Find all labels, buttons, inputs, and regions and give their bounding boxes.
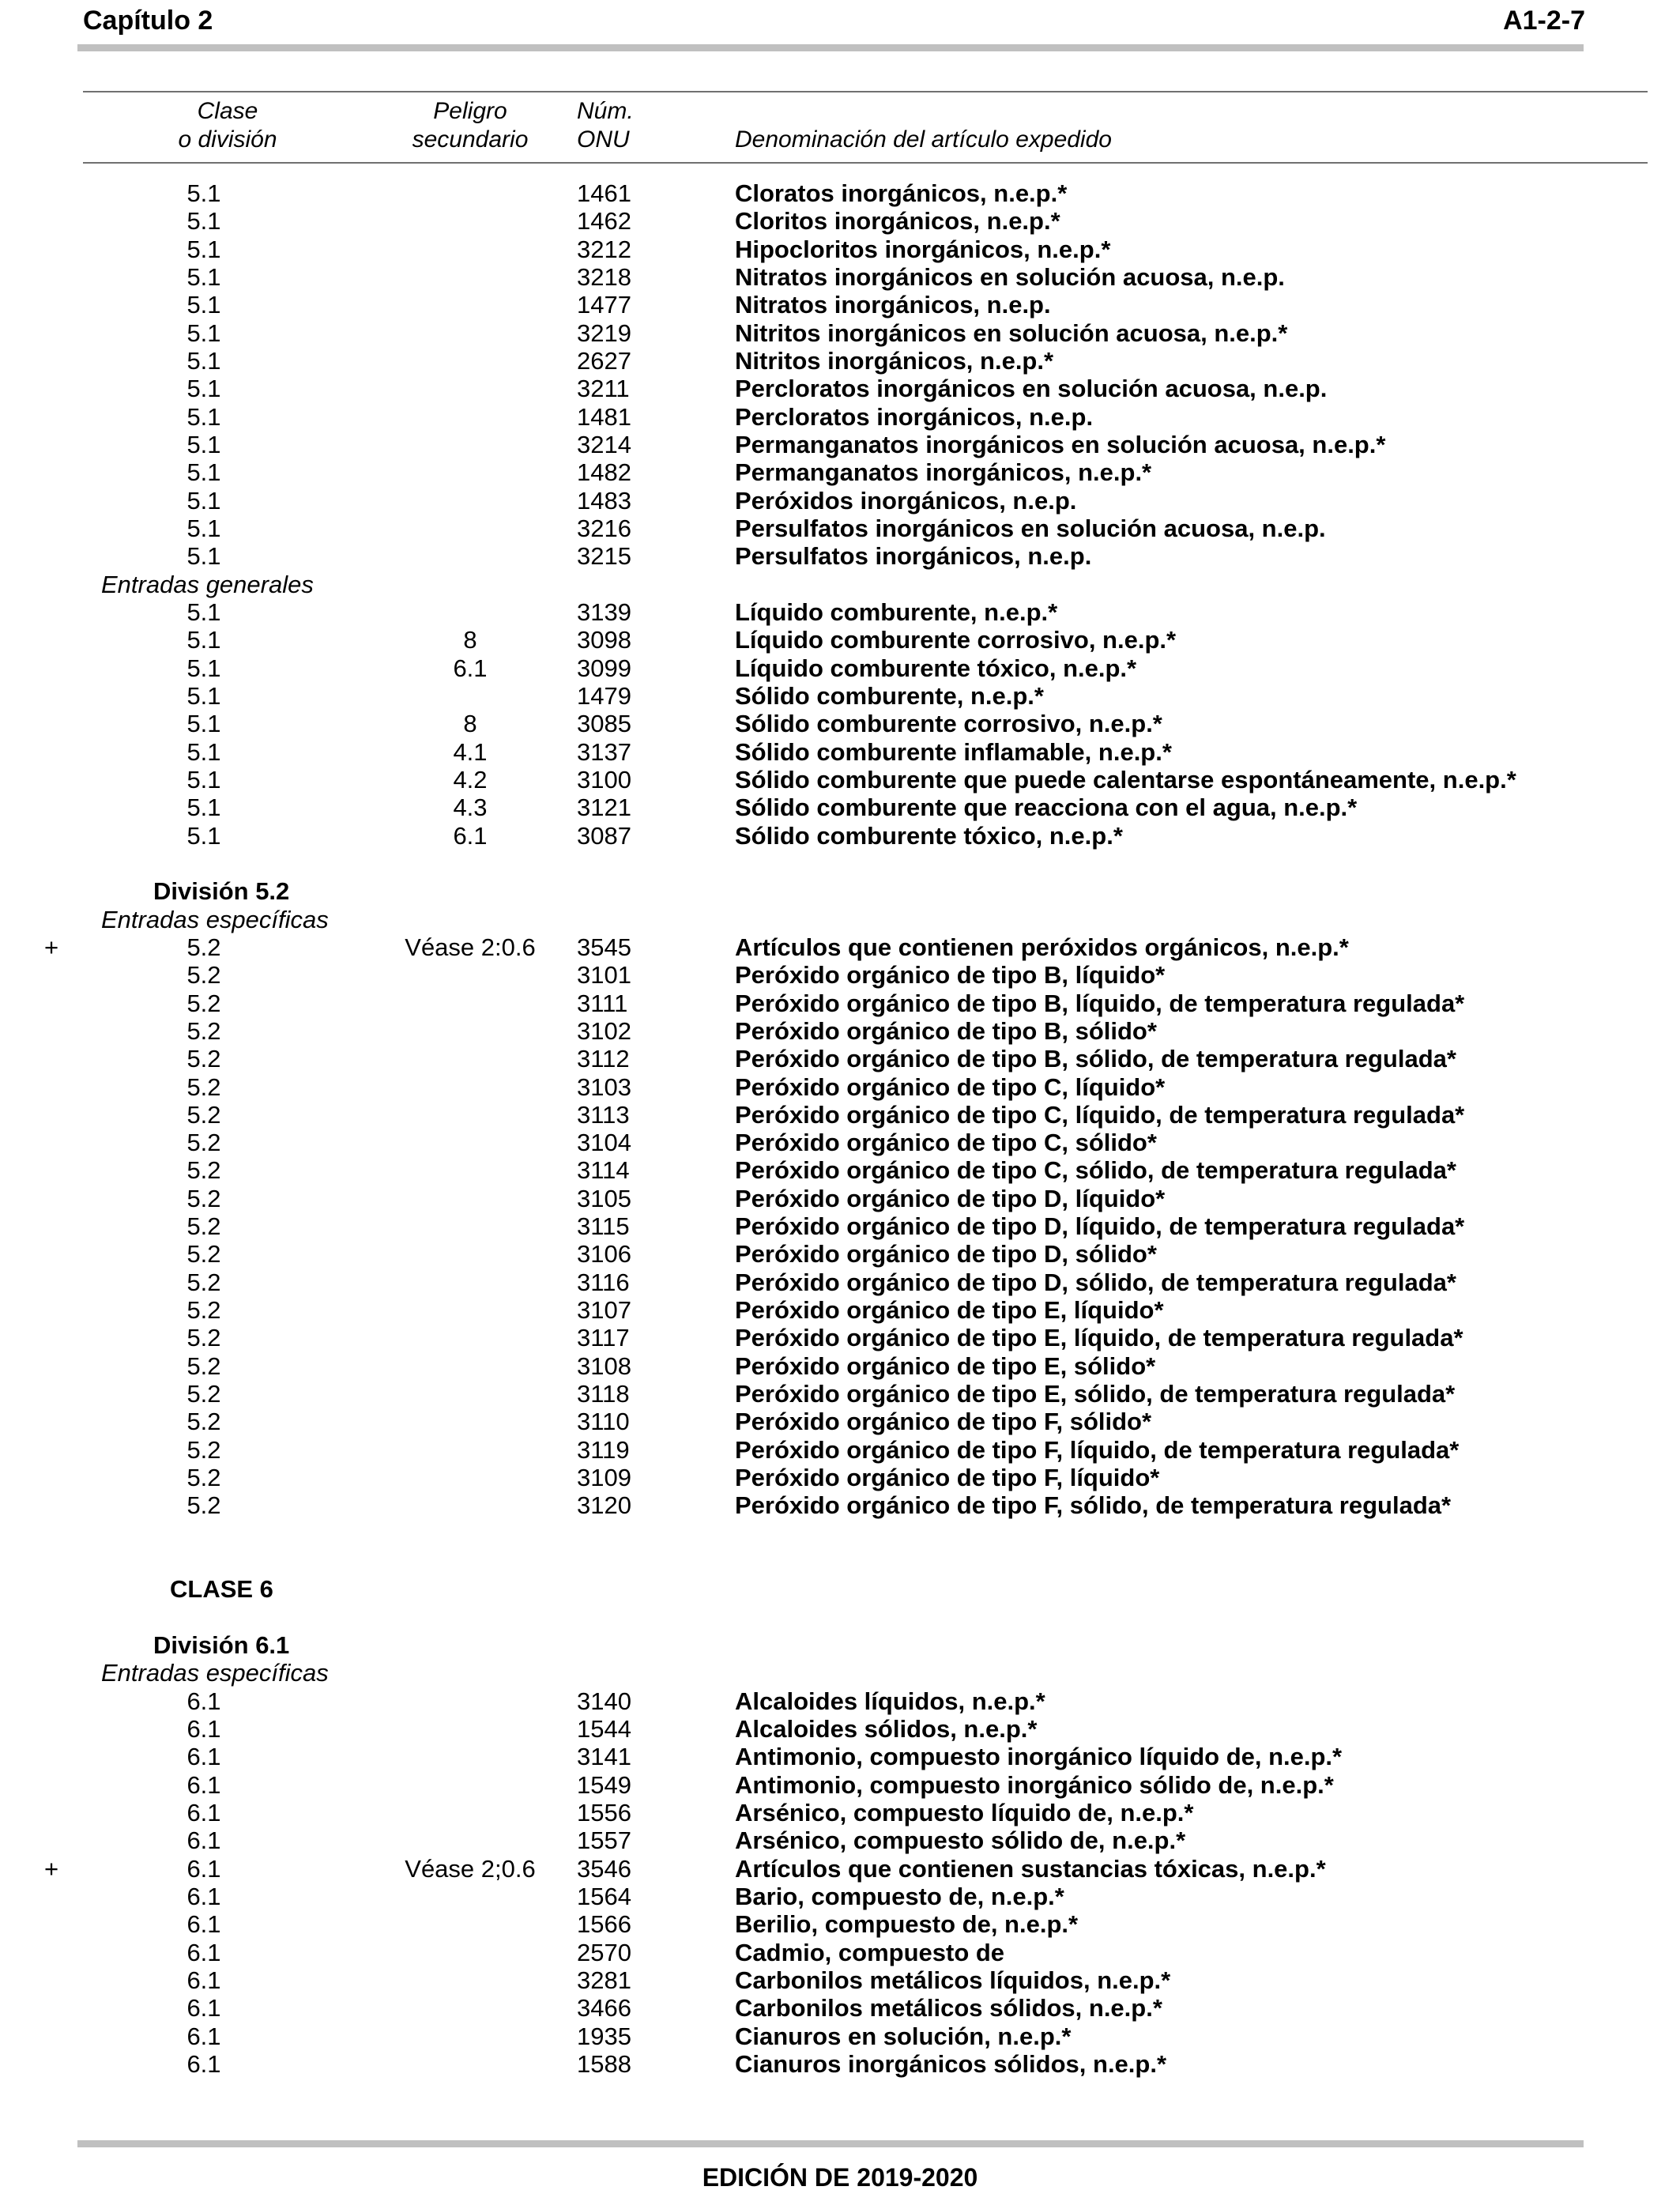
section-heading: Entradas generales <box>101 570 314 598</box>
class-cell: 5.2 <box>186 1296 221 1325</box>
table-row <box>0 1855 1680 1883</box>
shipping-name-cell: Peróxido orgánico de tipo B, líquido* <box>735 961 1166 990</box>
shipping-name-cell: Berilio, compuesto de, n.e.p.* <box>735 1910 1079 1939</box>
shipping-name-cell: Peróxido orgánico de tipo D, sólido, de temperatura regulada* <box>735 1268 1456 1296</box>
un-number-cell: 1477 <box>577 291 631 319</box>
un-number-cell: 1479 <box>577 681 631 710</box>
table-row <box>0 961 1680 989</box>
shipping-name-cell: Artículos que contienen peróxidos orgánicos, n.e.p.* <box>735 933 1349 961</box>
shipping-name-cell: Permanganatos inorgánicos, n.e.p.* <box>735 458 1152 487</box>
un-number-cell: 3219 <box>577 319 631 347</box>
shipping-name-cell: Líquido comburente tóxico, n.e.p.* <box>735 654 1137 682</box>
class-cell: 5.1 <box>186 710 221 738</box>
secondary-risk-cell: 6.1 <box>453 821 488 850</box>
table-row <box>0 710 1680 737</box>
shipping-name-cell: Arsénico, compuesto sólido de, n.e.p.* <box>735 1826 1186 1855</box>
secondary-risk-cell: 4.3 <box>453 794 488 822</box>
footer-rule <box>77 2140 1584 2147</box>
un-number-cell: 3137 <box>577 737 631 766</box>
class-cell: 5.1 <box>186 821 221 850</box>
un-number-cell: 3545 <box>577 933 631 961</box>
table-row <box>0 1017 1680 1045</box>
class-cell: 5.1 <box>186 402 221 431</box>
table-row <box>0 1799 1680 1826</box>
column-header-shipping-name: Denominación del artículo expedido <box>735 126 1112 153</box>
table-row <box>0 1826 1680 1854</box>
class-cell: 5.2 <box>186 1100 221 1129</box>
un-number-cell: 3119 <box>577 1435 630 1464</box>
un-number-cell: 3110 <box>577 1408 630 1436</box>
section-heading-row <box>0 1575 1680 1603</box>
un-number-cell: 3113 <box>577 1100 630 1129</box>
un-number-cell: 1935 <box>577 2022 631 2050</box>
shipping-name-cell: Sólido comburente inflamable, n.e.p.* <box>735 737 1172 766</box>
table-row <box>0 1408 1680 1435</box>
un-number-cell: 1556 <box>577 1799 631 1827</box>
table-row <box>0 1994 1680 2022</box>
shipping-name-cell: Carbonilos metálicos líquidos, n.e.p.* <box>735 1966 1171 1994</box>
shipping-name-cell: Peróxido orgánico de tipo C, sólido* <box>735 1129 1157 1157</box>
class-cell: 5.1 <box>186 235 221 263</box>
table-row <box>0 375 1680 402</box>
un-number-cell: 1544 <box>577 1715 631 1744</box>
table-row <box>0 990 1680 1017</box>
shipping-name-cell: Peróxido orgánico de tipo F, sólido* <box>735 1408 1152 1436</box>
column-header-risk-line2: secundario <box>412 126 529 153</box>
table-row <box>0 1156 1680 1184</box>
class-cell: 6.1 <box>186 1854 221 1883</box>
column-header-class <box>149 97 307 154</box>
un-number-cell: 1481 <box>577 402 631 431</box>
section-heading-row <box>0 1659 1680 1687</box>
shipping-name-cell: Peróxido orgánico de tipo D, líquido, de temperatura regulada* <box>735 1212 1465 1241</box>
class-cell: 6.1 <box>186 1826 221 1855</box>
shipping-name-cell: Nitritos inorgánicos en solución acuosa, n.e.p.* <box>735 319 1288 347</box>
class-cell: 5.1 <box>186 794 221 822</box>
class-cell: 6.1 <box>186 1966 221 1994</box>
table-row <box>0 794 1680 821</box>
un-number-cell: 3108 <box>577 1351 631 1380</box>
column-header-un-line1: Núm. <box>577 98 634 124</box>
secondary-risk-cell: Véase 2;0.6 <box>405 1854 536 1883</box>
class-cell: 6.1 <box>186 1799 221 1827</box>
un-number-cell: 3085 <box>577 710 631 738</box>
shipping-name-cell: Nitritos inorgánicos, n.e.p.* <box>735 346 1054 375</box>
un-number-cell: 1461 <box>577 179 631 207</box>
table-row <box>0 933 1680 961</box>
un-number-cell: 3215 <box>577 542 631 571</box>
class-cell: 5.1 <box>186 458 221 487</box>
shipping-name-cell: Cianuros en solución, n.e.p.* <box>735 2022 1072 2050</box>
revision-mark: + <box>43 1854 59 1883</box>
table-row <box>0 431 1680 458</box>
class-cell: 5.1 <box>186 681 221 710</box>
un-number-cell: 3139 <box>577 598 631 626</box>
shipping-name-cell: Líquido comburente, n.e.p.* <box>735 598 1058 626</box>
un-number-cell: 3105 <box>577 1184 631 1212</box>
class-cell: 5.2 <box>186 1184 221 1212</box>
shipping-name-cell: Percloratos inorgánicos en solución acuosa, n.e.p. <box>735 375 1328 403</box>
table-row <box>0 626 1680 654</box>
section-heading: División 5.2 <box>153 877 290 906</box>
class-cell: 5.1 <box>186 430 221 458</box>
secondary-risk-cell: 8 <box>463 626 477 654</box>
shipping-name-cell: Percloratos inorgánicos, n.e.p. <box>735 402 1094 431</box>
un-number-cell: 3214 <box>577 430 631 458</box>
table-row <box>0 1687 1680 1715</box>
shipping-name-cell: Nitratos inorgánicos en solución acuosa, n.e.p. <box>735 262 1285 291</box>
un-number-cell: 3101 <box>577 961 631 990</box>
class-cell: 5.1 <box>186 319 221 347</box>
un-number-cell: 3121 <box>577 794 631 822</box>
un-number-cell: 3140 <box>577 1687 631 1715</box>
section-heading-row <box>0 571 1680 598</box>
section-heading: Entradas específicas <box>101 905 329 933</box>
class-cell: 5.1 <box>186 654 221 682</box>
secondary-risk-cell: 4.2 <box>453 765 488 794</box>
table-row <box>0 1436 1680 1464</box>
shipping-name-cell: Peróxido orgánico de tipo B, sólido, de temperatura regulada* <box>735 1045 1456 1073</box>
un-number-cell: 3212 <box>577 235 631 263</box>
section-heading: División 6.1 <box>153 1631 290 1660</box>
un-number-cell: 3546 <box>577 1854 631 1883</box>
shipping-name-cell: Sólido comburente, n.e.p.* <box>735 681 1044 710</box>
section-heading: CLASE 6 <box>170 1575 273 1604</box>
table-row <box>0 654 1680 682</box>
class-cell: 5.2 <box>186 1351 221 1380</box>
un-number-cell: 3102 <box>577 1016 631 1045</box>
un-number-cell: 3103 <box>577 1072 631 1101</box>
shipping-name-cell: Peróxido orgánico de tipo B, líquido, de temperatura regulada* <box>735 989 1465 1017</box>
class-cell: 5.2 <box>186 1408 221 1436</box>
class-cell: 5.2 <box>186 1016 221 1045</box>
class-cell: 5.1 <box>186 346 221 375</box>
class-cell: 6.1 <box>186 1687 221 1715</box>
shipping-name-cell: Persulfatos inorgánicos, n.e.p. <box>735 542 1092 571</box>
table-row <box>0 179 1680 207</box>
shipping-name-cell: Peróxido orgánico de tipo C, sólido, de temperatura regulada* <box>735 1156 1456 1185</box>
section-heading-row <box>0 906 1680 933</box>
shipping-name-cell: Carbonilos metálicos sólidos, n.e.p.* <box>735 1994 1162 2022</box>
table-row <box>0 598 1680 626</box>
un-number-cell: 1483 <box>577 486 631 515</box>
table-row <box>0 2022 1680 2050</box>
table-row <box>0 1324 1680 1351</box>
table-row <box>0 1715 1680 1743</box>
table-row <box>0 682 1680 710</box>
shipping-name-cell: Permanganatos inorgánicos en solución acuosa, n.e.p.* <box>735 430 1386 458</box>
un-number-cell: 3087 <box>577 821 631 850</box>
un-number-cell: 1588 <box>577 2049 631 2078</box>
shipping-name-cell: Alcaloides sólidos, n.e.p.* <box>735 1715 1038 1744</box>
class-cell: 5.2 <box>186 933 221 961</box>
section-heading-row <box>0 1631 1680 1659</box>
table-row <box>0 347 1680 375</box>
table-row <box>0 1491 1680 1519</box>
class-cell: 6.1 <box>186 1770 221 1799</box>
class-cell: 6.1 <box>186 2049 221 2078</box>
column-header-un-line2: ONU <box>577 126 630 153</box>
class-cell: 5.1 <box>186 179 221 207</box>
secondary-risk-cell: Véase 2:0.6 <box>405 933 536 961</box>
secondary-risk-cell: 6.1 <box>453 654 488 682</box>
class-cell: 6.1 <box>186 1938 221 1966</box>
table-row <box>0 1380 1680 1408</box>
table-row <box>0 207 1680 235</box>
un-number-cell: 3111 <box>577 989 628 1017</box>
table-row <box>0 1240 1680 1268</box>
column-header-class-line1: Clase <box>197 98 258 124</box>
shipping-name-cell: Antimonio, compuesto inorgánico líquido de, n.e.p.* <box>735 1743 1343 1771</box>
class-cell: 5.1 <box>186 514 221 542</box>
table-row <box>0 738 1680 766</box>
class-cell: 5.1 <box>186 262 221 291</box>
shipping-name-cell: Peróxido orgánico de tipo D, líquido* <box>735 1184 1166 1212</box>
spacer-row <box>0 850 1680 877</box>
shipping-name-cell: Antimonio, compuesto inorgánico sólido de, n.e.p.* <box>735 1770 1334 1799</box>
un-number-cell: 3116 <box>577 1268 630 1296</box>
page-reference: A1-2-7 <box>1503 6 1585 36</box>
class-cell: 6.1 <box>186 1715 221 1744</box>
dangerous-goods-table <box>0 179 1680 2078</box>
table-row <box>0 542 1680 570</box>
shipping-name-cell: Peróxido orgánico de tipo C, líquido, de temperatura regulada* <box>735 1100 1465 1129</box>
table-row <box>0 487 1680 515</box>
shipping-name-cell: Cloratos inorgánicos, n.e.p.* <box>735 179 1068 207</box>
shipping-name-cell: Sólido comburente que reacciona con el agua, n.e.p.* <box>735 794 1358 822</box>
class-cell: 5.1 <box>186 542 221 571</box>
edition-footer: EDICIÓN DE 2019-2020 <box>702 2163 978 2192</box>
un-number-cell: 3120 <box>577 1491 631 1520</box>
table-row <box>0 1212 1680 1240</box>
un-number-cell: 3100 <box>577 765 631 794</box>
shipping-name-cell: Nitratos inorgánicos, n.e.p. <box>735 291 1051 319</box>
class-cell: 5.1 <box>186 765 221 794</box>
chapter-title: Capítulo 2 <box>83 6 213 36</box>
class-cell: 6.1 <box>186 1994 221 2022</box>
table-row <box>0 766 1680 794</box>
shipping-name-cell: Líquido comburente corrosivo, n.e.p.* <box>735 626 1177 654</box>
table-row <box>0 1771 1680 1799</box>
un-number-cell: 1557 <box>577 1826 631 1855</box>
revision-mark: + <box>43 933 59 961</box>
class-cell: 5.1 <box>186 486 221 515</box>
class-cell: 5.2 <box>186 989 221 1017</box>
class-cell: 5.1 <box>186 207 221 236</box>
shipping-name-cell: Cadmio, compuesto de <box>735 1938 1005 1966</box>
class-cell: 5.2 <box>186 961 221 990</box>
shipping-name-cell: Artículos que contienen sustancias tóxicas, n.e.p.* <box>735 1854 1326 1883</box>
un-number-cell: 2570 <box>577 1938 631 1966</box>
un-number-cell: 3117 <box>577 1324 630 1352</box>
shipping-name-cell: Peróxido orgánico de tipo C, líquido* <box>735 1072 1166 1101</box>
table-row <box>0 1269 1680 1296</box>
table-row <box>0 822 1680 850</box>
class-cell: 5.2 <box>186 1464 221 1492</box>
un-number-cell: 3098 <box>577 626 631 654</box>
class-cell: 5.2 <box>186 1129 221 1157</box>
un-number-cell: 1566 <box>577 1910 631 1939</box>
class-cell: 5.2 <box>186 1240 221 1269</box>
un-number-cell: 3099 <box>577 654 631 682</box>
class-cell: 5.2 <box>186 1435 221 1464</box>
section-heading: Entradas específicas <box>101 1659 329 1687</box>
class-cell: 5.1 <box>186 737 221 766</box>
shipping-name-cell: Cloritos inorgánicos, n.e.p.* <box>735 207 1060 236</box>
class-cell: 5.1 <box>186 291 221 319</box>
class-cell: 5.1 <box>186 375 221 403</box>
shipping-name-cell: Peróxido orgánico de tipo E, sólido* <box>735 1351 1156 1380</box>
class-cell: 5.2 <box>186 1156 221 1185</box>
shipping-name-cell: Persulfatos inorgánicos en solución acuosa, n.e.p. <box>735 514 1326 542</box>
table-row <box>0 515 1680 542</box>
table-row <box>0 1883 1680 1910</box>
shipping-name-cell: Peróxido orgánico de tipo F, líquido* <box>735 1464 1160 1492</box>
table-row <box>0 1129 1680 1156</box>
class-cell: 5.2 <box>186 1268 221 1296</box>
shipping-name-cell: Sólido comburente corrosivo, n.e.p.* <box>735 710 1162 738</box>
shipping-name-cell: Peróxidos inorgánicos, n.e.p. <box>735 486 1077 515</box>
column-header-class-line2: o división <box>178 126 277 153</box>
un-number-cell: 1462 <box>577 207 631 236</box>
table-row <box>0 1743 1680 1770</box>
class-cell: 5.1 <box>186 626 221 654</box>
un-number-cell: 1549 <box>577 1770 631 1799</box>
secondary-risk-cell: 4.1 <box>453 737 488 766</box>
un-number-cell: 3216 <box>577 514 631 542</box>
un-number-cell: 3104 <box>577 1129 631 1157</box>
un-number-cell: 3211 <box>577 375 630 403</box>
column-header-risk-line1: Peligro <box>433 98 507 124</box>
table-row <box>0 263 1680 291</box>
class-cell: 6.1 <box>186 1910 221 1939</box>
table-row <box>0 1464 1680 1491</box>
shipping-name-cell: Peróxido orgánico de tipo E, sólido, de temperatura regulada* <box>735 1380 1456 1408</box>
class-cell: 5.1 <box>186 598 221 626</box>
shipping-name-cell: Cianuros inorgánicos sólidos, n.e.p.* <box>735 2049 1167 2078</box>
un-number-cell: 3466 <box>577 1994 631 2022</box>
class-cell: 6.1 <box>186 1883 221 1911</box>
un-number-cell: 2627 <box>577 346 631 375</box>
shipping-name-cell: Alcaloides líquidos, n.e.p.* <box>735 1687 1045 1715</box>
class-cell: 5.2 <box>186 1491 221 1520</box>
table-top-rule <box>83 91 1648 92</box>
column-header-un-number <box>577 97 634 154</box>
un-number-cell: 3281 <box>577 1966 631 1994</box>
spacer-row <box>0 1547 1680 1575</box>
table-row <box>0 1045 1680 1072</box>
section-heading-row <box>0 877 1680 905</box>
un-number-cell: 3114 <box>577 1156 630 1185</box>
spacer-row <box>0 1520 1680 1547</box>
class-cell: 6.1 <box>186 2022 221 2050</box>
column-header-secondary-risk <box>391 97 549 154</box>
table-row <box>0 1073 1680 1101</box>
table-row <box>0 319 1680 347</box>
table-row <box>0 1185 1680 1212</box>
shipping-name-cell: Bario, compuesto de, n.e.p.* <box>735 1883 1064 1911</box>
shipping-name-cell: Peróxido orgánico de tipo E, líquido, de temperatura regulada* <box>735 1324 1463 1352</box>
class-cell: 5.2 <box>186 1045 221 1073</box>
table-row <box>0 236 1680 263</box>
un-number-cell: 3115 <box>577 1212 630 1241</box>
shipping-name-cell: Hipocloritos inorgánicos, n.e.p.* <box>735 235 1111 263</box>
table-row <box>0 1101 1680 1129</box>
shipping-name-cell: Peróxido orgánico de tipo D, sólido* <box>735 1240 1157 1269</box>
header-rule <box>77 44 1584 51</box>
table-row <box>0 1966 1680 1994</box>
un-number-cell: 3141 <box>577 1743 631 1771</box>
shipping-name-cell: Arsénico, compuesto líquido de, n.e.p.* <box>735 1799 1194 1827</box>
table-row <box>0 291 1680 319</box>
class-cell: 5.2 <box>186 1072 221 1101</box>
shipping-name-cell: Peróxido orgánico de tipo B, sólido* <box>735 1016 1157 1045</box>
class-cell: 5.2 <box>186 1324 221 1352</box>
class-cell: 6.1 <box>186 1743 221 1771</box>
secondary-risk-cell: 8 <box>463 710 477 738</box>
table-row <box>0 1352 1680 1380</box>
table-row <box>0 458 1680 486</box>
shipping-name-cell: Sólido comburente que puede calentarse espontáneamente, n.e.p.* <box>735 765 1516 794</box>
un-number-cell: 3118 <box>577 1380 630 1408</box>
shipping-name-cell: Peróxido orgánico de tipo F, sólido, de temperatura regulada* <box>735 1491 1452 1520</box>
shipping-name-cell: Peróxido orgánico de tipo F, líquido, de temperatura regulada* <box>735 1435 1460 1464</box>
un-number-cell: 3218 <box>577 262 631 291</box>
un-number-cell: 3107 <box>577 1296 631 1325</box>
un-number-cell: 3109 <box>577 1464 631 1492</box>
un-number-cell: 3112 <box>577 1045 630 1073</box>
un-number-cell: 3106 <box>577 1240 631 1269</box>
table-row <box>0 1296 1680 1324</box>
shipping-name-cell: Peróxido orgánico de tipo E, líquido* <box>735 1296 1164 1325</box>
un-number-cell: 1564 <box>577 1883 631 1911</box>
table-row <box>0 403 1680 431</box>
class-cell: 5.2 <box>186 1380 221 1408</box>
spacer-row <box>0 1604 1680 1631</box>
table-row <box>0 1939 1680 1966</box>
class-cell: 5.2 <box>186 1212 221 1241</box>
table-row <box>0 1910 1680 1938</box>
shipping-name-cell: Sólido comburente tóxico, n.e.p.* <box>735 821 1123 850</box>
un-number-cell: 1482 <box>577 458 631 487</box>
table-header-rule <box>83 162 1648 164</box>
table-row <box>0 2050 1680 2078</box>
